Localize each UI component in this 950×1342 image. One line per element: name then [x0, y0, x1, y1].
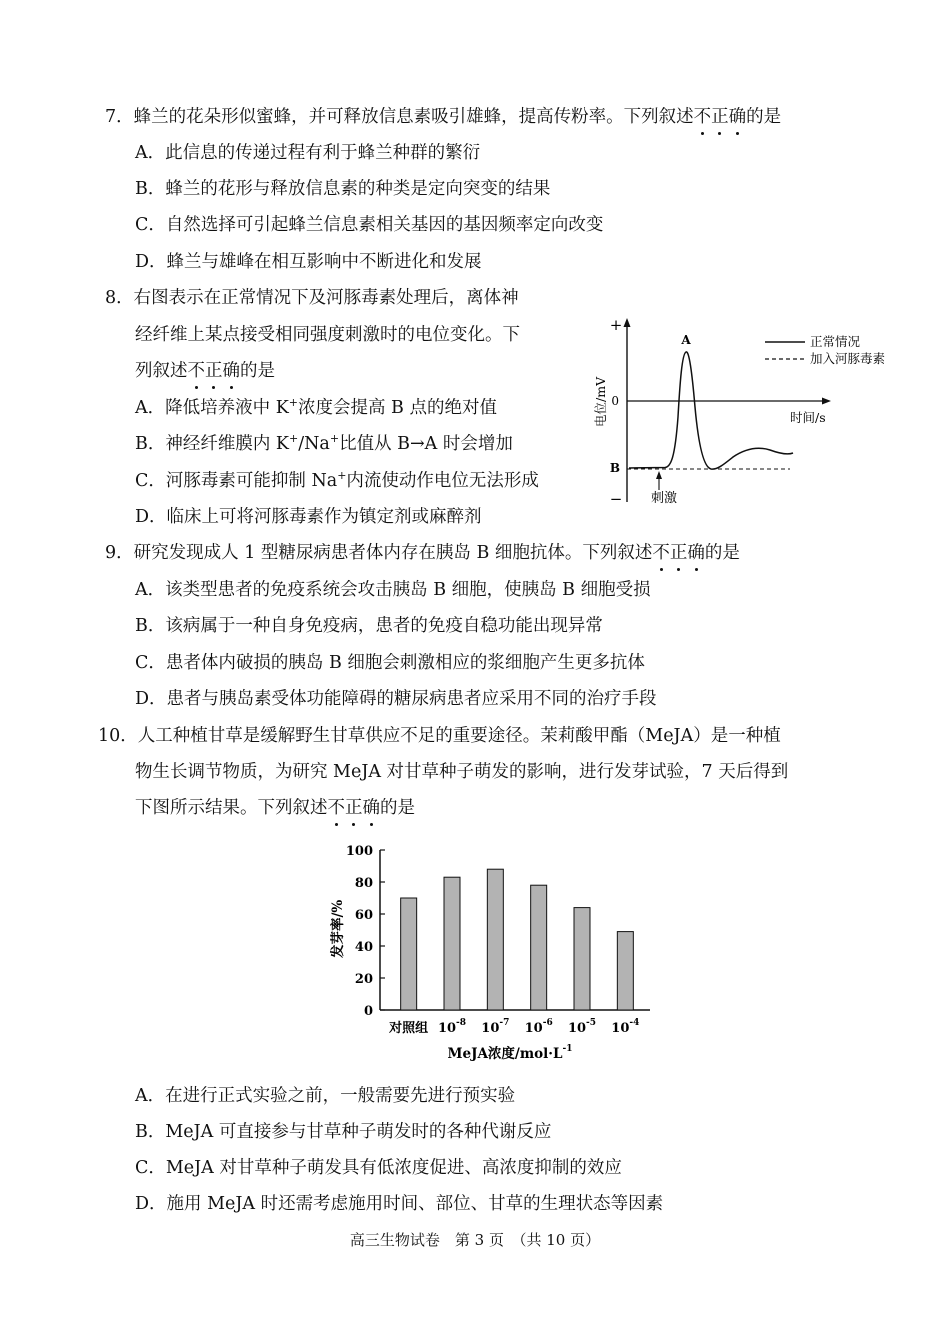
- chart-axes: [380, 850, 650, 1010]
- chart-y-tick-label: 0: [363, 1004, 373, 1019]
- chart-y-tick-label: 40: [354, 940, 373, 955]
- action-potential-graph: [585, 312, 915, 512]
- q9-option-b: B．该病属于一种自身免疫病，患者的免疫自稳功能出现异常: [135, 616, 603, 636]
- y-axis-arrow: [624, 318, 631, 327]
- emphasis-dot-char: 不: [652, 543, 670, 563]
- chart-bar: [531, 885, 547, 1010]
- emphasis-dot-char: 不: [693, 107, 712, 127]
- emphasis-dot-char: 确: [362, 798, 380, 818]
- q10-option-a: A．在进行正式实验之前，一般需要先进行预实验: [135, 1086, 516, 1106]
- peak-label-a: A: [681, 333, 691, 347]
- emphasis-dot-char: 确: [222, 361, 240, 381]
- legend-dashed-label: 加入河豚毒素: [810, 351, 886, 366]
- q10-number: 10．: [98, 726, 138, 746]
- emphasis-dot-char: 正: [345, 798, 363, 818]
- q8-option-d: D．临床上可将河豚毒素作为镇定剂或麻醉剂: [135, 507, 482, 527]
- chart-x-tick-label: $10^{-5}$: [567, 1018, 597, 1036]
- emphasis-dot-char: 不: [327, 798, 345, 818]
- y-axis-minus-label: −: [609, 490, 623, 508]
- chart-bar: [444, 877, 460, 1010]
- resting-label-b: B: [609, 461, 620, 475]
- chart-x-tick-label: 对照组: [389, 1021, 429, 1036]
- q10-option-b: B．MeJA 可直接参与甘草种子萌发时的各种代谢反应: [135, 1122, 552, 1142]
- q9-stem: 9．研究发现成人 1 型糖尿病患者体内存在胰岛 B 细胞抗体。下列叙述不正确的是: [105, 543, 740, 563]
- q7-option-d: D．蜂兰与雄峰在相互影响中不断进化和发展: [135, 252, 482, 272]
- stimulus-label: 刺激: [651, 491, 678, 506]
- q8-option-b: B．神经纤维膜内 K+/Na+比值从 B→A 时会增加: [135, 432, 513, 454]
- y-axis-label: 电位/mV: [593, 376, 608, 427]
- q8-stem-line2: 经纤维上某点接受相同强度刺激时的电位变化。下: [135, 325, 520, 345]
- emphasis-dot-char: 正: [669, 543, 688, 563]
- q8-option-c: C．河豚毒素可能抑制 Na+内流使动作电位无法形成: [135, 469, 539, 491]
- chart-bar: [487, 869, 503, 1010]
- normal-potential-curve: [629, 352, 793, 469]
- stimulus-arrowhead: [656, 471, 662, 479]
- emphasis-dot-char: 确: [687, 543, 705, 563]
- chart-y-tick-label: 80: [354, 876, 373, 891]
- q7-option-b: B．蜂兰的花形与释放信息素的种类是定向突变的结果: [135, 179, 551, 199]
- q9-option-c: C．患者体内破损的胰岛 B 细胞会刺激相应的浆细胞产生更多抗体: [135, 653, 645, 673]
- emphasis-dot-char: 正: [711, 107, 729, 127]
- emphasis-dot-char: 确: [728, 107, 747, 127]
- chart-x-axis-label: MeJA浓度$/mol\cdot L^{-1}$: [447, 1044, 573, 1062]
- q10-option-c: C．MeJA 对甘草种子萌发具有低浓度促进、高浓度抑制的效应: [135, 1158, 622, 1178]
- q10-stem-line3: 下图所示结果。下列叙述不正确的是: [135, 798, 415, 818]
- chart-y-tick-label: 20: [354, 972, 373, 987]
- chart-y-tick-label: 60: [354, 908, 373, 923]
- q8-stem-line1: 8．右图表示在正常情况下及河豚毒素处理后，离体神: [105, 288, 519, 308]
- x-axis-label: 时间/s: [790, 410, 826, 425]
- chart-x-tick-label: $10^{-7}$: [481, 1018, 510, 1036]
- q8-number: 8．: [105, 288, 134, 308]
- legend-solid-label: 正常情况: [810, 334, 861, 349]
- chart-x-tick-label: $10^{-6}$: [524, 1018, 553, 1036]
- y-axis-plus-label: +: [609, 316, 623, 334]
- chart-labels: [329, 844, 639, 1062]
- zero-label: 0: [611, 394, 619, 408]
- emphasis-dot-char: 不: [187, 361, 205, 381]
- q9-number: 9．: [105, 543, 134, 563]
- q10-stem-line2: 物生长调节物质，为研究 MeJA 对甘草种子萌发的影响，进行发芽试验，7 天后得到: [135, 762, 789, 782]
- chart-x-tick-label: $10^{-4}$: [611, 1018, 640, 1036]
- q9-option-a: A．该类型患者的免疫系统会攻击胰岛 B 细胞，使胰岛 B 细胞受损: [135, 580, 651, 600]
- q7-option-c: C．自然选择可引起蜂兰信息素相关基因的基因频率定向改变: [135, 215, 604, 235]
- chart-x-tick-label: $10^{-8}$: [437, 1018, 467, 1036]
- page-footer: 高三生物试卷 第 3 页 （共 10 页）: [349, 1231, 601, 1249]
- chart-y-tick-label: 100: [345, 844, 373, 859]
- chart-y-axis-label: 发芽率/%: [330, 899, 346, 958]
- q8-option-a: A．降低培养液中 K+浓度会提高 B 点的绝对值: [135, 396, 497, 418]
- q10-option-d: D．施用 MeJA 时还需考虑施用时间、部位、甘草的生理状态等因素: [135, 1194, 664, 1214]
- chart-bar: [401, 898, 417, 1010]
- q7-number: 7．: [105, 107, 134, 127]
- x-axis-arrow: [822, 398, 831, 405]
- chart-bar: [574, 908, 590, 1010]
- q8-stem-line3: 列叙述不正确的是: [135, 361, 275, 381]
- germination-bar-chart: [320, 838, 660, 1070]
- q7-option-a: A．此信息的传递过程有利于蜂兰种群的繁衍: [135, 143, 481, 163]
- q9-option-d: D．患者与胰岛素受体功能障碍的糖尿病患者应采用不同的治疗手段: [135, 689, 657, 709]
- emphasis-dot-char: 正: [205, 361, 223, 381]
- q7-stem: 7．蜂兰的花朵形似蜜蜂，并可释放信息素吸引雄蜂，提高传粉率。下列叙述不正确的是: [105, 107, 782, 127]
- chart-bars: [401, 869, 634, 1010]
- chart-bar: [617, 932, 633, 1010]
- q10-stem-line1: 10．人工种植甘草是缓解野生甘草供应不足的重要途径。茉莉酸甲酯（MeJA）是一种植: [98, 726, 781, 746]
